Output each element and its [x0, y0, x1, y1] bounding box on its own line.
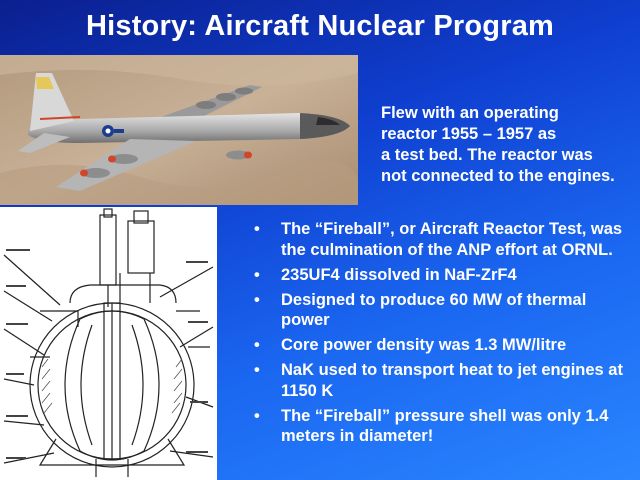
bullet-item: [252, 290, 638, 331]
bullet-text: Core power density was 1.3 MW/litre: [281, 336, 567, 354]
bullet-marker: •: [254, 361, 260, 379]
bullet-text: NaK used to transport heat to jet engines at 1150 K: [281, 361, 623, 400]
bullet-item: [252, 265, 638, 286]
aircraft-photo: [0, 55, 358, 205]
caption-line: not connected to the engines.: [381, 167, 615, 185]
bullet-text: 235UF4 dissolved in NaF-ZrF4: [281, 265, 517, 284]
bullet-item: [252, 360, 638, 401]
bullet-text: The “Fireball” pressure shell was only 1.4 meters in diameter!: [281, 406, 609, 445]
caption-line: Flew with an operating: [381, 104, 559, 122]
bullet-marker: •: [254, 406, 260, 425]
bullet-text: Designed to produce 60 MW of thermal power: [281, 290, 587, 329]
bullet-item: [252, 219, 638, 260]
bullet-item: [252, 406, 638, 447]
bullet-list: [252, 219, 638, 451]
photo-caption: [381, 103, 636, 187]
bullet-marker: •: [254, 220, 260, 238]
caption-line: reactor 1955 – 1957 as: [381, 125, 557, 143]
reactor-cutaway-illustration: [0, 207, 217, 480]
bullet-marker: •: [254, 336, 260, 354]
slide-title: History: Aircraft Nuclear Program: [85, 10, 555, 42]
aircraft-illustration: [0, 55, 358, 205]
bullet-marker: •: [254, 265, 260, 284]
bullet-item: [252, 335, 638, 356]
bullet-marker: •: [254, 290, 260, 309]
caption-line: a test bed. The reactor was: [381, 146, 593, 164]
reactor-diagram: [0, 207, 217, 480]
bullet-text: The “Fireball”, or Aircraft Reactor Test, was the culmination of the ANP effort at ORNL.: [281, 220, 623, 259]
